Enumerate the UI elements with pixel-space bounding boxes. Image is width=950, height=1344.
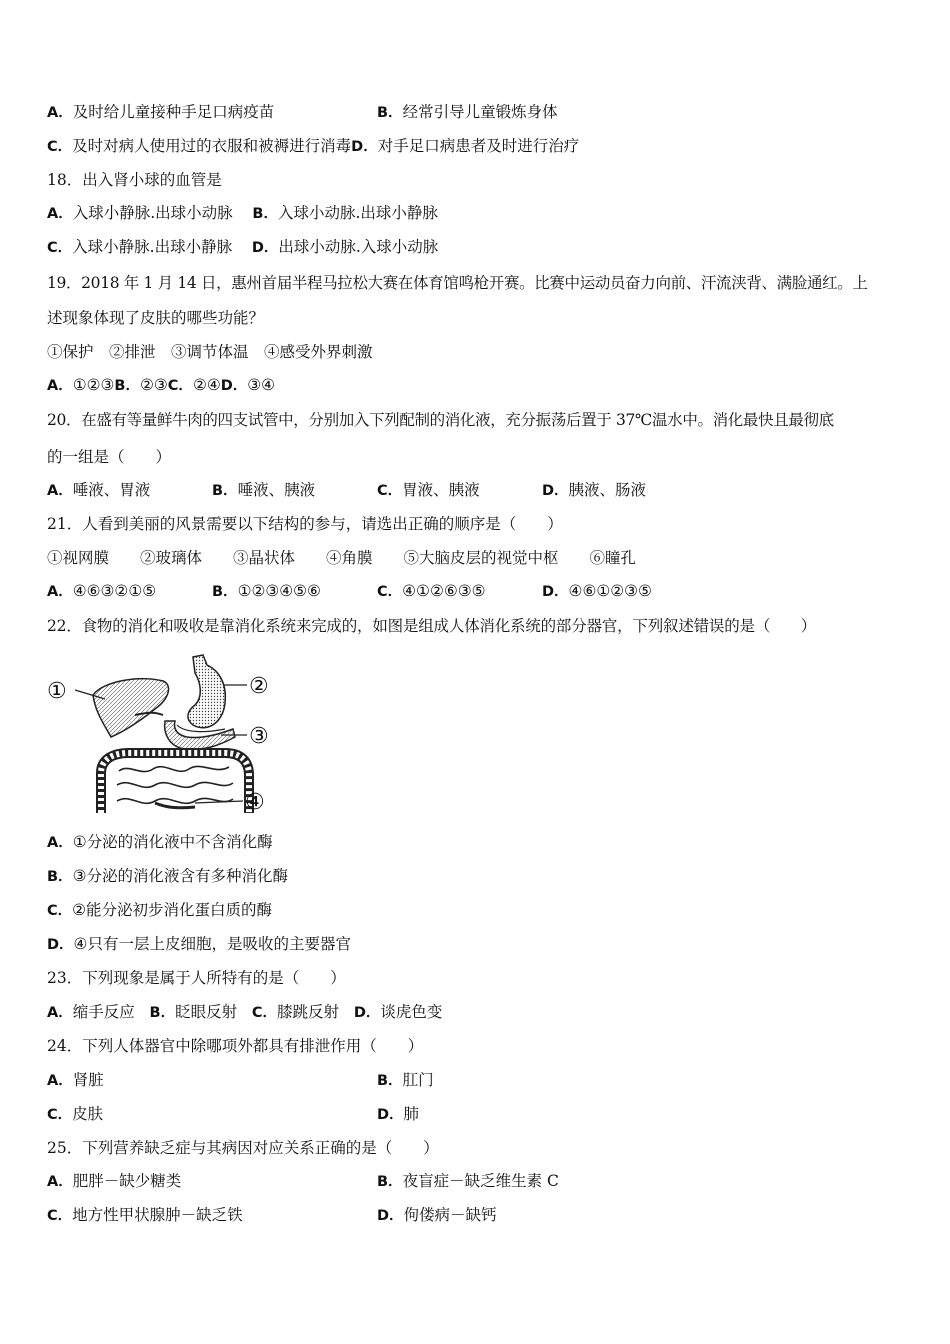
q25-option-b-row: B．夜盲症－缺乏维生素 C bbox=[377, 1172, 559, 1190]
q21-stem: 21．人看到美丽的风景需要以下结构的参与，请选出正确的顺序是（ ） bbox=[47, 515, 563, 533]
q21-items: ①视网膜 ②玻璃体 ③晶状体 ④角膜 ⑤大脑皮层的视觉中枢 ⑥瞳孔 bbox=[47, 549, 637, 567]
q23-options: A．缩手反应 B．眨眼反射 C．膝跳反射 D．谈虎色变 bbox=[47, 1003, 443, 1021]
q19-stem-line2: 述现象体现了皮肤的哪些功能？ bbox=[47, 309, 265, 327]
q22-option-c: ②能分泌初步消化蛋白质的酶 bbox=[72, 901, 273, 919]
q20-option-c: 胃液、胰液 bbox=[402, 481, 480, 499]
q25-option-c: 地方性甲状腺肿－缺乏铁 bbox=[72, 1206, 243, 1224]
q23-stem: 23．下列现象是属于人所特有的是（ ） bbox=[47, 969, 346, 987]
q20-option-b: 唾液、胰液 bbox=[237, 481, 316, 499]
q24-option-d-row: D．肺 bbox=[377, 1105, 420, 1123]
digestive-system-figure bbox=[45, 653, 275, 813]
q17-option-a: 及时给儿童接种手足口病疫苗 bbox=[72, 103, 275, 121]
q24-option-c-row: C．皮肤 bbox=[47, 1105, 104, 1123]
q19-options: A．①②③B．②③C．②④D．③④ bbox=[47, 376, 276, 394]
q19-option-d: ③④ bbox=[247, 376, 276, 394]
q19-option-a: ①②③ bbox=[72, 376, 115, 394]
q17-options-row1: A．及时给儿童接种手足口病疫苗 bbox=[47, 103, 275, 121]
q25-option-d-row: D．佝偻病－缺钙 bbox=[377, 1206, 497, 1224]
q18-options-row2: C．入球小静脉.出球小静脉 D．出球小动脉.入球小动脉 bbox=[47, 238, 439, 256]
q22-option-d-row: D．④只有一层上皮细胞，是吸收的主要器官 bbox=[47, 935, 351, 953]
figure-label-4: ④ bbox=[245, 790, 265, 813]
q25-option-d: 佝偻病－缺钙 bbox=[403, 1206, 497, 1224]
q22-option-a-row: A．①分泌的消化液中不含消化酶 bbox=[47, 833, 273, 851]
q24-option-b-row: B．肛门 bbox=[377, 1071, 434, 1089]
q22-option-c-row: C．②能分泌初步消化蛋白质的酶 bbox=[47, 901, 273, 919]
q24-stem: 24．下列人体器官中除哪项外都具有排泄作用（ ） bbox=[47, 1037, 424, 1055]
q22-stem: 22．食物的消化和吸收是靠消化系统来完成的，如图是组成人体消化系统的部分器官，下列叙述错误的是（ ） bbox=[47, 617, 817, 635]
q24-option-d: 肺 bbox=[403, 1105, 420, 1123]
figure-label-2: ② bbox=[249, 674, 269, 699]
q20-option-a: 唾液、胃液 bbox=[72, 481, 151, 499]
q20-option-d: 胰液、肠液 bbox=[568, 481, 647, 499]
q25-option-b: 夜盲症－缺乏维生素 C bbox=[402, 1172, 559, 1190]
q23-option-c: 膝跳反射 bbox=[277, 1003, 340, 1021]
q25-option-a: 肥胖－缺少糖类 bbox=[72, 1172, 182, 1190]
q24-option-c: 皮肤 bbox=[72, 1105, 104, 1123]
digestive-organs-illustration bbox=[45, 653, 275, 813]
q23-option-d: 谈虎色变 bbox=[380, 1003, 443, 1021]
q20-stem-line1: 20．在盛有等量鲜牛肉的四支试管中，分别加入下列配制的消化液，充分振荡后置于 37℃温水中。消化最快且最彻底 bbox=[47, 411, 834, 429]
q17-option-b: 经常引导儿童锻炼身体 bbox=[402, 103, 558, 121]
liver-shape bbox=[93, 679, 169, 737]
q18-option-d: 出球小动脉.入球小动脉 bbox=[278, 238, 439, 256]
q22-option-b-row: B．③分泌的消化液含有多种消化酶 bbox=[47, 867, 288, 885]
stomach-shape bbox=[188, 655, 225, 728]
figure-label-3: ③ bbox=[249, 724, 269, 749]
q22-option-a: ①分泌的消化液中不含消化酶 bbox=[72, 833, 273, 851]
q18-options-row1: A．入球小静脉.出球小动脉 B．入球小动脉.出球小静脉 bbox=[47, 204, 438, 222]
q23-option-a: 缩手反应 bbox=[72, 1003, 135, 1021]
q23-option-b: 眨眼反射 bbox=[175, 1003, 238, 1021]
q25-option-c-row: C．地方性甲状腺肿－缺乏铁 bbox=[47, 1206, 243, 1224]
q21-option-b: ①②③④⑤⑥ bbox=[237, 582, 321, 600]
q24-option-a: 肾脏 bbox=[72, 1071, 104, 1089]
q22-option-b: ③分泌的消化液含有多种消化酶 bbox=[72, 867, 288, 885]
q24-option-b: 肛门 bbox=[402, 1071, 434, 1089]
q19-option-c: ②④ bbox=[192, 376, 221, 394]
q17-options-row2: C．及时对病人使用过的衣服和被褥进行消毒D．对手足口病患者及时进行治疗 bbox=[47, 137, 580, 155]
q21-option-c: ④①②⑥③⑤ bbox=[402, 582, 486, 600]
q21-option-a: ④⑥③②①⑤ bbox=[72, 582, 157, 600]
q25-stem: 25．下列营养缺乏症与其病因对应关系正确的是（ ） bbox=[47, 1139, 439, 1157]
q19-items: ①保护 ②排泄 ③调节体温 ④感受外界刺激 bbox=[47, 343, 373, 361]
q17-option-d: 对手足口病患者及时进行治疗 bbox=[377, 137, 580, 155]
q19-stem-line1: 19．2018 年 1 月 14 日，惠州首届半程马拉松大赛在体育馆鸣枪开赛。比赛中运动员奋力向前、汗流浃背、满脸通红。上 bbox=[47, 274, 868, 292]
q22-option-d: ④只有一层上皮细胞，是吸收的主要器官 bbox=[73, 935, 351, 953]
q18-option-a: 入球小静脉.出球小动脉 bbox=[72, 204, 233, 222]
q19-option-b: ②③ bbox=[139, 376, 168, 394]
q25-option-a-row: A．肥胖－缺少糖类 bbox=[47, 1172, 182, 1190]
q18-option-c: 入球小静脉.出球小静脉 bbox=[72, 238, 233, 256]
q21-option-d: ④⑥①②③⑤ bbox=[568, 582, 652, 600]
q17-option-b-row: B．经常引导儿童锻炼身体 bbox=[377, 103, 558, 121]
q17-option-c: 及时对病人使用过的衣服和被褥进行消毒 bbox=[72, 137, 352, 155]
q24-option-a-row: A．肾脏 bbox=[47, 1071, 104, 1089]
q18-stem: 18．出入肾小球的血管是 bbox=[47, 171, 222, 189]
q18-option-b: 入球小动脉.出球小静脉 bbox=[277, 204, 438, 222]
figure-label-1: ① bbox=[47, 679, 67, 704]
q20-stem-line2: 的一组是（ ） bbox=[47, 448, 172, 466]
